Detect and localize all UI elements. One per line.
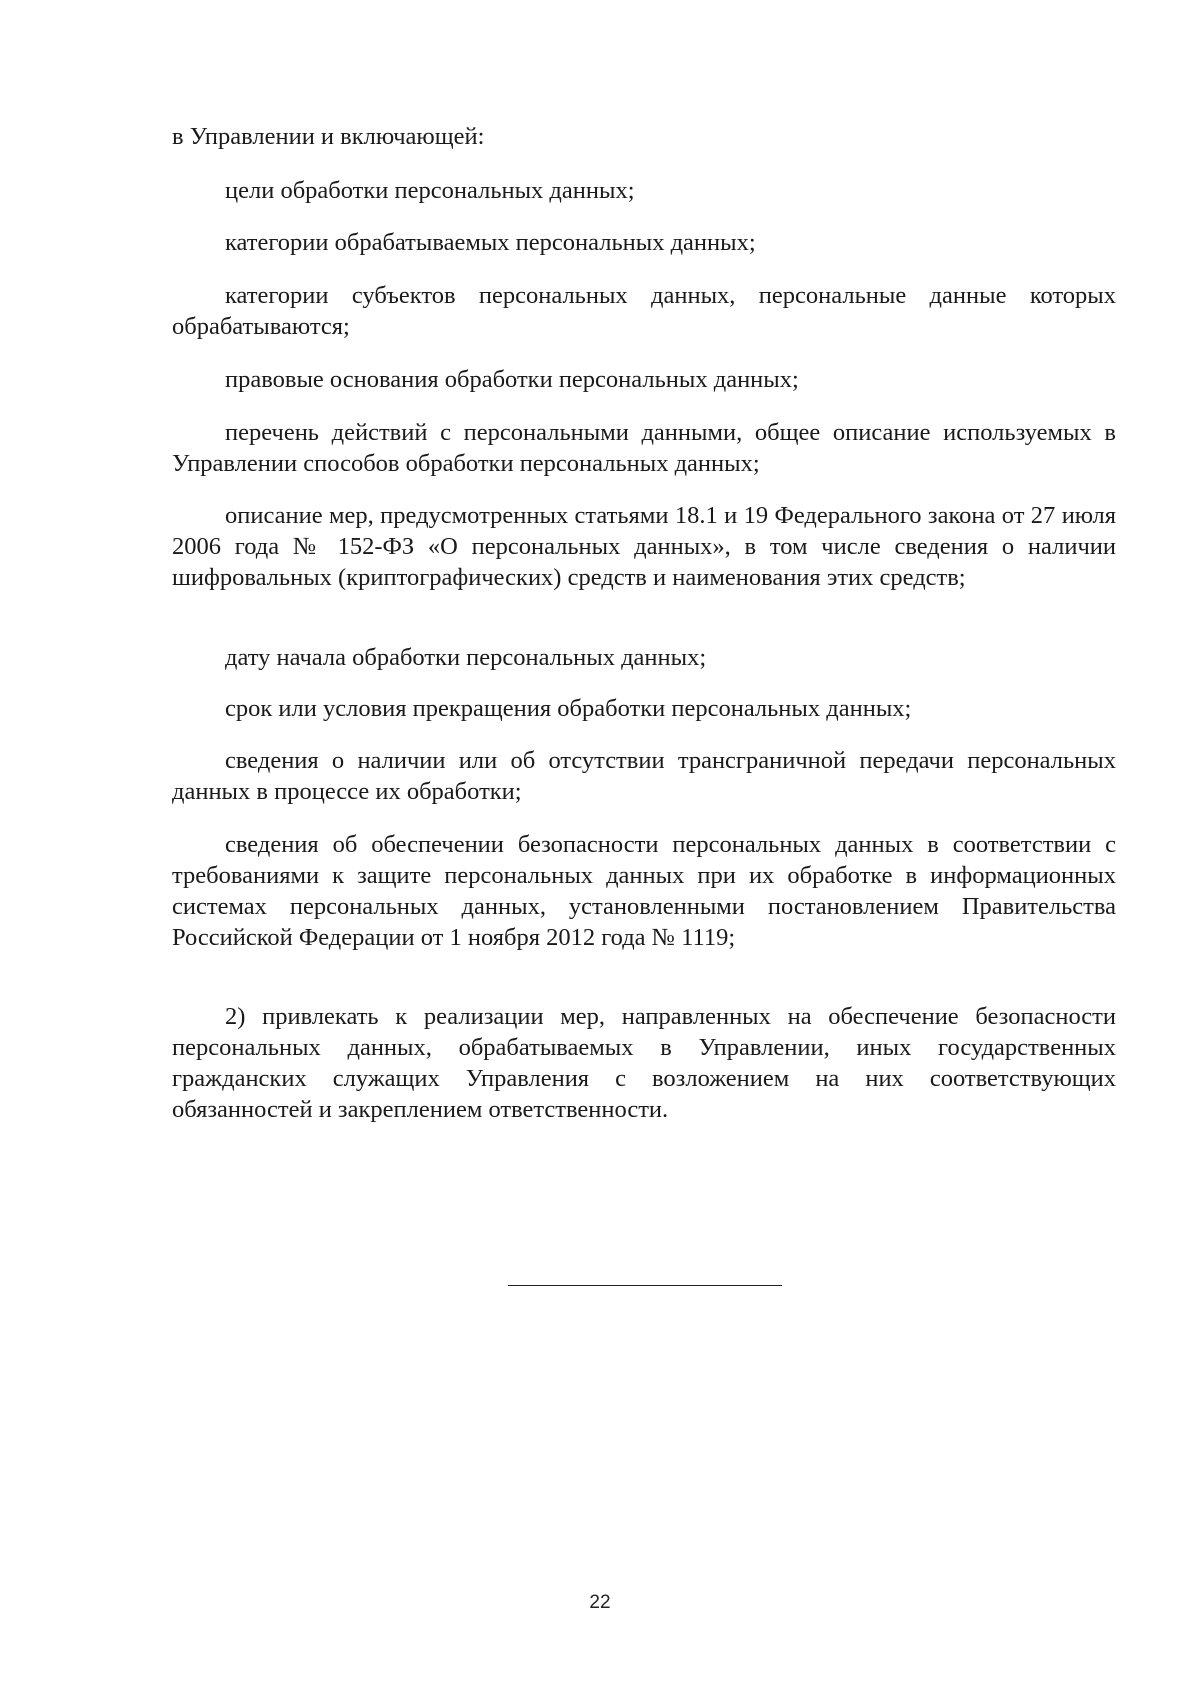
paragraph-subject-categories: категории субъектов персональных данных, персональные данные которых обрабатываются; [172, 282, 1116, 340]
paragraph-involve-staff: 2) привлекать к реализации мер, направленных на обеспечение безопасности персональных данных, обрабатываемых в Управлении, иных государственных гражданских служащих Управления с возложением на них соответствующих обязанностей и закреплением ответственности. [172, 1003, 1116, 1123]
paragraph-measures: описание мер, предусмотренных статьями 18.1 и 19 Федерального закона от 27 июля 2006 года № 152-ФЗ «О персональных данных», в том числе сведения о наличии шифровальных (криптографических) средств и наименования этих средств; [172, 502, 1116, 591]
paragraph-start-date: дату начала обработки персональных данных; [225, 644, 707, 671]
paragraph-actions-list: перечень действий с персональными данными, общее описание используемых в Управлении способов обработки персональных данных; [172, 419, 1116, 477]
paragraph-legal-grounds: правовые основания обработки персональных данных; [225, 366, 799, 393]
paragraph-intro: в Управлении и включающей: [172, 123, 485, 150]
end-separator-line [508, 1285, 782, 1286]
paragraph-security: сведения об обеспечении безопасности персональных данных в соответствии с требованиями к защите персональных данных при их обработке в информационных системах персональных данных, установленными постановлением Правительства Российской Федерации от 1 ноября 2012 года № 1119; [172, 831, 1116, 951]
paragraph-data-categories: категории обрабатываемых персональных данных; [225, 229, 756, 256]
paragraph-processing-goals: цели обработки персональных данных; [225, 177, 635, 204]
paragraph-cross-border: сведения о наличии или об отсутствии трансграничной передачи персональных данных в процессе их обработки; [172, 747, 1116, 805]
page-number: 22 [589, 1592, 611, 1613]
paragraph-termination: срок или условия прекращения обработки персональных данных; [225, 695, 912, 722]
